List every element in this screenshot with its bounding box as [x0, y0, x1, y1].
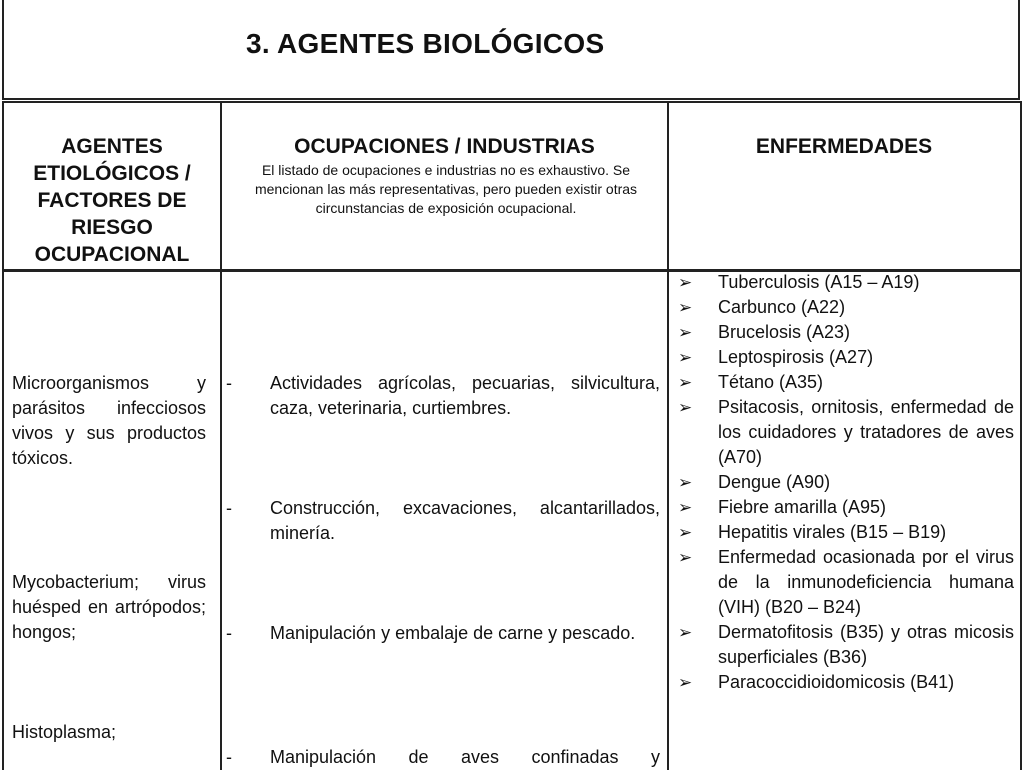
dash-bullet: -	[226, 747, 232, 767]
disease-text: Tuberculosis (A15 – A19)	[718, 272, 920, 292]
arrow-bullet-icon: ➢	[678, 398, 693, 417]
arrow-bullet-icon: ➢	[678, 273, 693, 292]
agent-item	[12, 371, 206, 471]
occupation-text: Manipulación y embalaje de carne y pescado.	[270, 623, 636, 643]
disease-text: Leptospirosis (A27)	[718, 347, 874, 367]
disease-item	[678, 670, 1014, 695]
disease-text: Paracoccidioidomicosis (B41)	[718, 672, 955, 692]
disease-item	[678, 545, 1014, 620]
header-diseases-label: ENFERMEDADES	[755, 135, 933, 158]
disease-list	[678, 270, 1014, 695]
dash-bullet: -	[226, 623, 232, 643]
disease-item	[678, 495, 1014, 520]
disease-item	[678, 470, 1014, 495]
header-cell-occupations	[220, 101, 669, 271]
arrow-bullet-icon: ➢	[678, 298, 693, 317]
occupation-text: Manipulación de aves confinadas y	[270, 747, 660, 767]
header-cell-diseases	[667, 101, 1022, 271]
occupation-text: Actividades agrícolas, pecuarias, silvicultura, caza, veterinaria, curtiembres.	[270, 373, 660, 418]
title-box	[2, 0, 1020, 100]
header-cell-agents	[2, 101, 222, 271]
arrow-bullet-icon: ➢	[678, 473, 693, 492]
header-occupations-label: OCUPACIONES / INDUSTRIAS	[294, 135, 595, 158]
arrow-bullet-icon: ➢	[678, 348, 693, 367]
dash-bullet: -	[226, 498, 232, 518]
arrow-bullet-icon: ➢	[678, 548, 693, 567]
disease-item	[678, 320, 1014, 345]
header-occupations-note: El listado de ocupaciones e industrias no es exhaustivo. Se mencionan las más representativas, pero pueden existir otras circunstancias de exposición ocupacional.	[254, 162, 638, 216]
disease-item	[678, 395, 1014, 470]
arrow-bullet-icon: ➢	[678, 498, 693, 517]
disease-text: Hepatitis virales (B15 – B19)	[718, 522, 947, 542]
arrow-bullet-icon: ➢	[678, 523, 693, 542]
disease-item	[678, 620, 1014, 670]
page-title: 3. AGENTES BIOLÓGICOS	[246, 28, 605, 59]
disease-text: Psitacosis, ornitosis, enfermedad de los cuidadores y tratadores de aves (A70)	[718, 397, 1014, 467]
arrow-bullet-icon: ➢	[678, 323, 693, 342]
header-agents-label: AGENTES ETIOLÓGICOS / FACTORES DE RIESGO OCUPACIONAL	[33, 135, 191, 266]
agent-item	[12, 720, 206, 745]
occupation-text: Construcción, excavaciones, alcantarillados, minería.	[270, 498, 660, 543]
agent-text: Microorganismos y parásitos infecciosos vivos y sus productos tóxicos.	[12, 373, 206, 468]
disease-text: Brucelosis (A23)	[718, 322, 851, 342]
disease-item	[678, 345, 1014, 370]
body-cell-agents	[2, 270, 222, 770]
disease-text: Tétano (A35)	[718, 372, 824, 392]
disease-item	[678, 370, 1014, 395]
disease-item	[678, 270, 1014, 295]
disease-text: Dermatofitosis (B35) y otras micosis superficiales (B36)	[718, 622, 1014, 667]
arrow-bullet-icon: ➢	[678, 373, 693, 392]
disease-text: Dengue (A90)	[718, 472, 831, 492]
disease-text: Fiebre amarilla (A95)	[718, 497, 887, 517]
arrow-bullet-icon: ➢	[678, 673, 693, 692]
agent-text: Histoplasma;	[12, 722, 117, 742]
agent-item	[12, 570, 206, 645]
arrow-bullet-icon: ➢	[678, 623, 693, 642]
disease-item	[678, 520, 1014, 545]
disease-item	[678, 295, 1014, 320]
dash-bullet: -	[226, 373, 232, 393]
disease-text: Carbunco (A22)	[718, 297, 846, 317]
agent-text: Mycobacterium; virus huésped en artrópodos; hongos;	[12, 572, 206, 642]
disease-text: Enfermedad ocasionada por el virus de la inmunodeficiencia humana (VIH) (B20 – B24)	[718, 547, 1014, 617]
